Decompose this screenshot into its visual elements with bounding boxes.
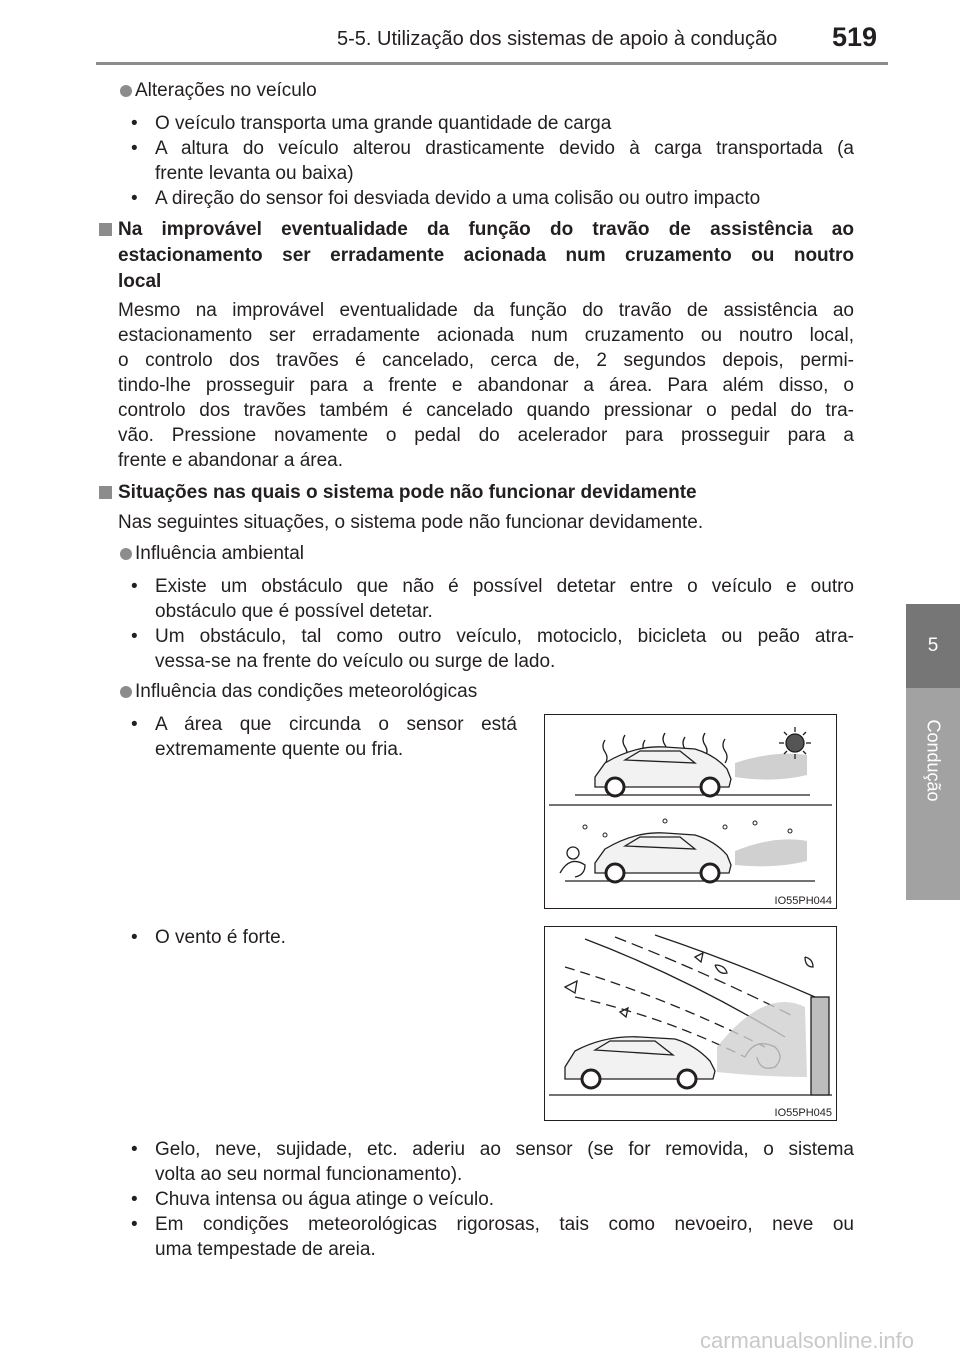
bullet-dot: • [131,113,138,134]
body-line: o controlo dos travões é cancelado, cerca de, 2 segundos depois, permi- [118,350,854,371]
list-item: Gelo, neve, sujidade, etc. aderiu ao sensor (se for removida, o sistema [155,1139,854,1160]
hot-cold-car-illustration [545,715,836,908]
section-header-title: 5-5. Utilização dos sistemas de apoio à condução [337,28,778,50]
list-item-continuation: volta ao seu normal funcionamento). [155,1164,463,1185]
wind-car-illustration [545,927,836,1120]
bullet-dot: • [131,188,138,209]
body-line: controlo dos travões também é cancelado quando pressionar o pedal do tra- [118,400,854,421]
body-line: Mesmo na improvável eventualidade da função do travão de assistência ao [118,300,854,321]
bullet-dot: • [131,576,138,597]
figure-code: IO55PH044 [774,895,832,907]
list-item-continuation: uma tempestade de areia. [155,1239,376,1260]
list-item: Chuva intensa ou água atinge o veículo. [155,1189,495,1210]
square-bullet-icon [99,486,112,499]
illustration-temperature [544,714,837,909]
list-item: O vento é forte. [155,927,286,948]
body-line: estacionamento ser erradamente acionada num cruzamento ou noutro local, [118,325,854,346]
bullet-dot: • [131,927,138,948]
body-line: tindo-lhe prosseguir para a frente e abandonar a área. Para além disso, o [118,375,854,396]
circle-bullet-icon [120,85,132,97]
square-bullet-icon [99,223,112,236]
circle-bullet-icon [120,686,132,698]
bullet-dot: • [131,626,138,647]
illustration-wind [544,926,837,1121]
figure-code: IO55PH045 [774,1107,832,1119]
list-item: A área que circunda o sensor está [155,714,517,735]
list-item: Em condições meteorológicas rigorosas, tais como nevoeiro, neve ou [155,1214,854,1235]
list-item-continuation: extremamente quente ou fria. [155,739,404,760]
bullet-dot: • [131,714,138,735]
item-heading-weather: Influência das condições meteorológicas [135,681,478,702]
item-heading-vehicle-changes: Alterações no veículo [135,80,317,101]
body-line: vão. Pressione novamente o pedal do acelerador para prosseguir para a [118,425,854,446]
section-heading: Na improvável eventualidade da função do travão de assistência ao [118,219,854,240]
chapter-tab-number[interactable]: 5 [906,604,960,688]
list-item-continuation: vessa-se na frente do veículo ou surge de lado. [155,651,556,672]
bullet-dot: • [131,1214,138,1235]
page-number: 519 [832,22,878,52]
circle-bullet-icon [120,548,132,560]
chapter-tab-label[interactable] [906,688,960,900]
list-item: A direção do sensor foi desviada devido a uma colisão ou outro impacto [155,188,761,209]
list-item: O veículo transporta uma grande quantidade de carga [155,113,612,134]
list-item: A altura do veículo alterou drasticamente devido à carga transportada (a [155,138,854,159]
bullet-dot: • [131,1139,138,1160]
body-line: frente e abandonar a área. [118,450,344,471]
chapter-tab-text: Condução [923,719,944,802]
body-line: Nas seguintes situações, o sistema pode não funcionar devidamente. [118,512,704,533]
list-item-continuation: obstáculo que é possível detetar. [155,601,433,622]
watermark: carmanualsonline.info [700,1328,915,1353]
bullet-dot: • [131,1189,138,1210]
list-item-continuation: frente levanta ou baixa) [155,163,354,184]
header-divider [96,62,888,65]
section-heading: local [118,271,162,292]
item-heading-environment: Influência ambiental [135,543,304,564]
section-heading: Situações nas quais o sistema pode não funcionar devidamente [118,482,697,503]
section-heading: estacionamento ser erradamente acionada num cruzamento ou noutro [118,245,854,266]
list-item: Um obstáculo, tal como outro veículo, motociclo, bicicleta ou peão atra- [155,626,854,647]
bullet-dot: • [131,138,138,159]
list-item: Existe um obstáculo que não é possível detetar entre o veículo e outro [155,576,854,597]
